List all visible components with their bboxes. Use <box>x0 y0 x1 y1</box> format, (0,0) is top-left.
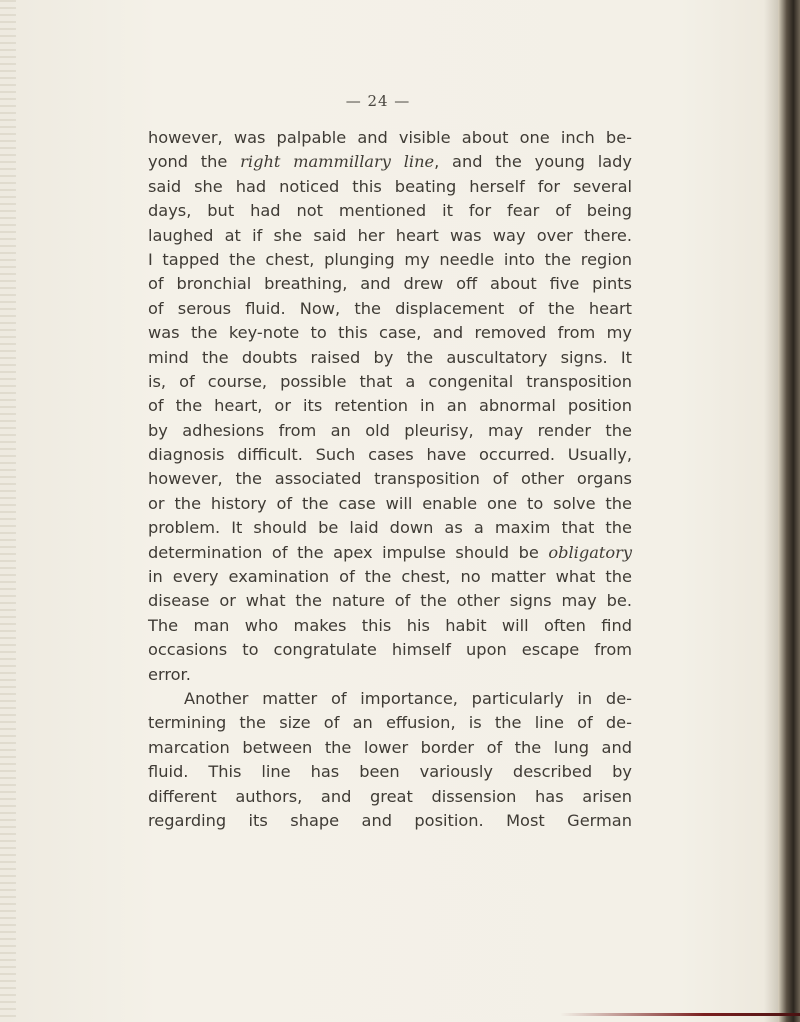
text-line-2: yond the right mammillary line, and the young lady <box>148 152 632 172</box>
page-number: — 24 — <box>345 92 411 110</box>
text-line-1: however, was palpable and visible about one inch be- <box>148 128 632 147</box>
text-line-5: laughed at if she said her heart was way over there. <box>148 225 632 245</box>
book-spine <box>778 0 800 1022</box>
text-line-19: in every examination of the chest, no matter what the <box>148 567 632 587</box>
italic-word: obligatory <box>548 542 632 562</box>
left-margin-bleed <box>0 0 16 1022</box>
text-line-26: marcation between the lower border of the lung and <box>148 737 632 757</box>
text-line-27: fluid. This line has been variously described by <box>148 762 632 782</box>
text-line-8: of serous fluid. Now, the displacement of the heart <box>148 298 632 318</box>
text-line-25: termining the size of an effusion, is the line of de- <box>148 713 632 733</box>
text-line-14: diagnosis difficult. Such cases have occurred. Usually, <box>148 445 632 465</box>
cover-edge <box>560 1013 800 1016</box>
text-line-15: however, the associated transposition of other organs <box>148 469 632 489</box>
text-line-7: of bronchial breathing, and drew off about five pints <box>148 274 632 294</box>
text-line-9: was the key-note to this case, and removed from my <box>148 323 632 343</box>
body-text <box>148 126 632 833</box>
text-line-12: of the heart, or its retention in an abnormal position <box>148 396 632 416</box>
text-line-20: disease or what the nature of the other signs may be. <box>148 591 632 611</box>
text-line-24: Another matter of importance, particularly in de- <box>184 688 632 708</box>
text-line-17: problem. It should be laid down as a maxim that the <box>148 518 632 538</box>
text-line-28: different authors, and great dissension has arisen <box>148 786 632 806</box>
text-line-21: The man who makes this his habit will often find <box>148 615 632 635</box>
text-line-18: determination of the apex impulse should be obligatory <box>148 542 632 562</box>
text-line-22: occasions to congratulate himself upon escape from <box>148 640 632 660</box>
italic-phrase: right mammillary line <box>240 152 435 172</box>
text-line-4: days, but had not mentioned it for fear of being <box>148 201 632 221</box>
spine-shadow <box>764 0 778 1022</box>
text-line-10: mind the doubts raised by the auscultatory signs. It <box>148 347 632 367</box>
text-line-6: I tapped the chest, plunging my needle into the region <box>148 249 632 269</box>
text-line-3: said she had noticed this beating herself for several <box>148 176 632 196</box>
text-line-13: by adhesions from an old pleurisy, may render the <box>148 420 632 440</box>
text-line-11: is, of course, possible that a congenital transposition <box>148 371 632 391</box>
text-line-16: or the history of the case will enable one to solve the <box>148 493 632 513</box>
text-line-29: regarding its shape and position. Most German <box>148 810 632 830</box>
text-line-23: error. <box>148 664 191 684</box>
